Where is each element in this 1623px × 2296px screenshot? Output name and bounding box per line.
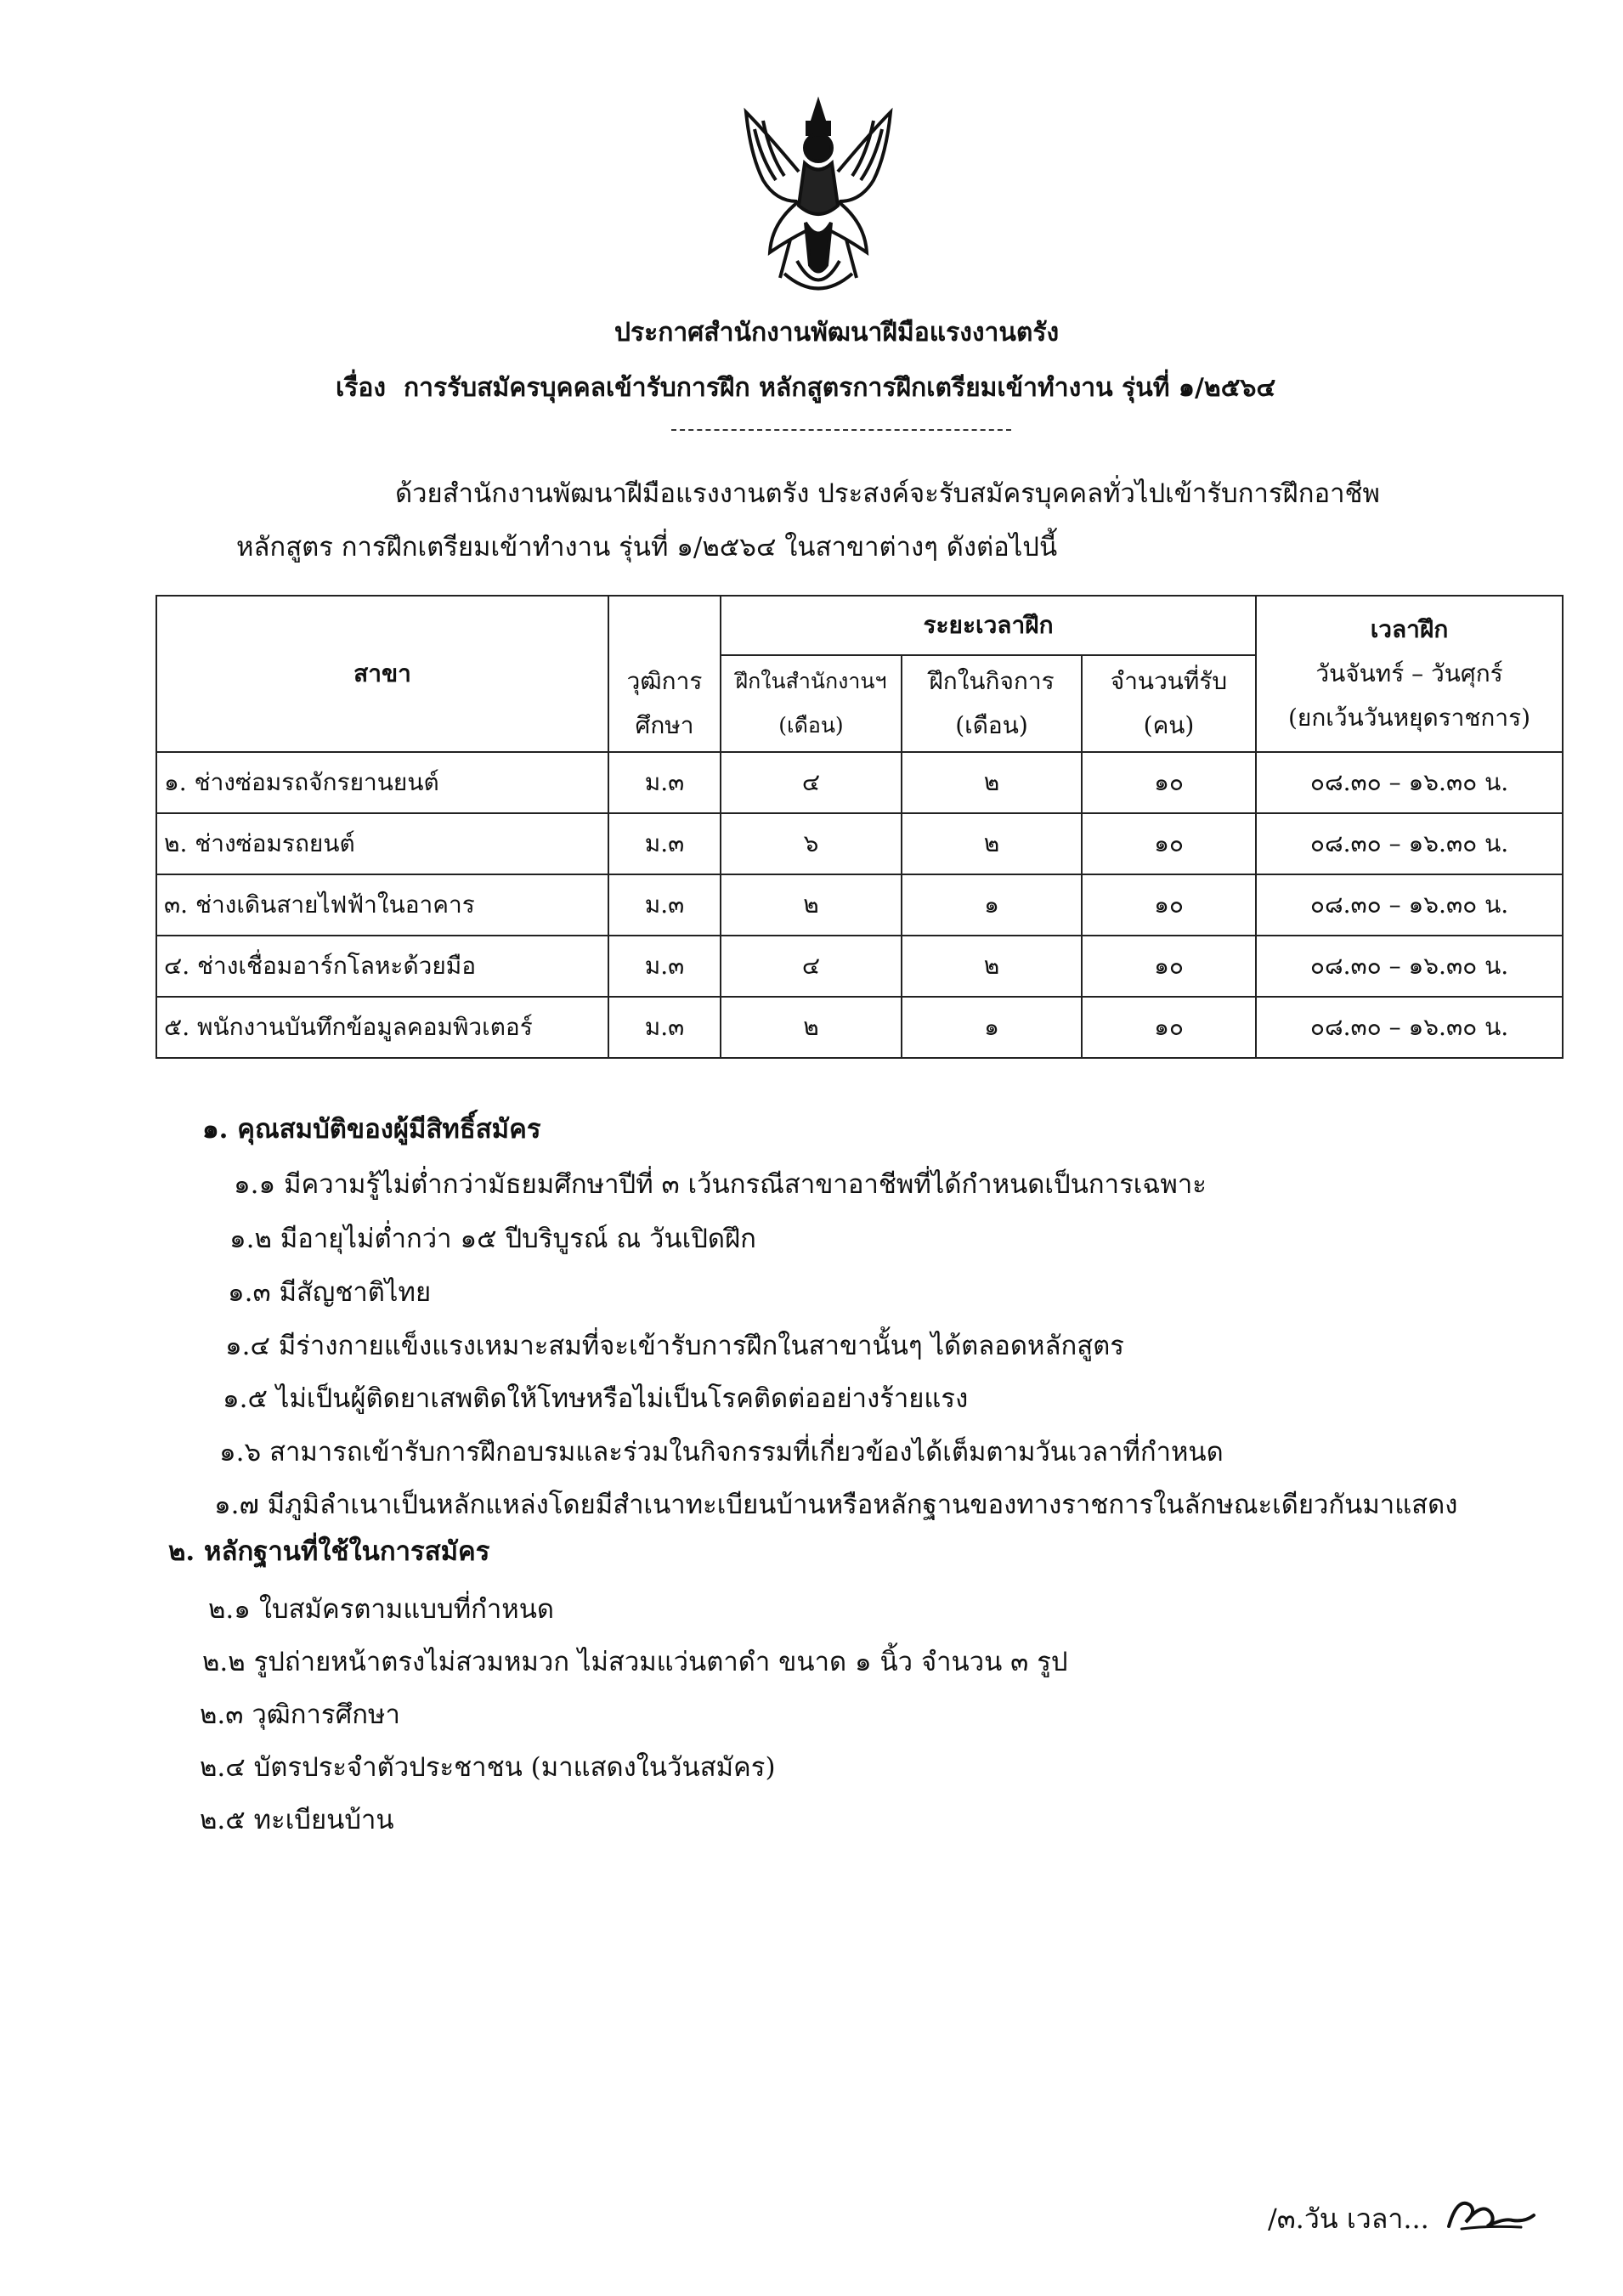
intro-line-2: หลักสูตร การฝึกเตรียมเข้าทำงาน รุ่นที่ ๑/๒๕๖๔ ในสาขาต่างๆ ดังต่อไปนี้ xyxy=(236,532,1058,563)
time-cell: ๐๘.๓๐ – ๑๖.๓๐ น. xyxy=(1256,752,1563,813)
section1-item: ๑.๖ สามารถเข้ารับการฝึกอบรมและร่วมในกิจกรรมที่เกี่ยวข้องได้เต็มตามวันเวลาที่กำหนด xyxy=(219,1437,1224,1468)
title-divider xyxy=(671,429,1011,431)
section1-heading: ๑. คุณสมบัติของผู้มีสิทธิ์สมัคร xyxy=(202,1114,541,1145)
office-months-cell: ๒ xyxy=(721,874,902,936)
section1-item: ๑.๓ มีสัญชาติไทย xyxy=(228,1277,432,1308)
office-months-cell: ๖ xyxy=(721,813,902,874)
section2-item: ๒.๔ บัตรประจำตัวประชาชน (มาแสดงในวันสมัคร) xyxy=(200,1752,776,1783)
intro-line-1: ด้วยสำนักงานพัฒนาฝีมือแรงงานตรัง ประสงค์จะรับสมัครบุคคลทั่วไปเข้ารับการฝึกอาชีพ xyxy=(395,478,1380,509)
header-education: วุฒิการ ศึกษา xyxy=(608,596,721,752)
office-months-cell: ๔ xyxy=(721,752,902,813)
subject-text: การรับสมัครบุคคลเข้ารับการฝึก หลักสูตรการฝึกเตรียมเข้าทำงาน รุ่นที่ ๑/๒๕๖๔ xyxy=(403,373,1276,403)
office-months-cell: ๔ xyxy=(721,936,902,997)
count-cell: ๑๐ xyxy=(1082,752,1256,813)
branch-cell: ๒. ช่างซ่อมรถยนต์ xyxy=(156,813,608,874)
table-row xyxy=(156,874,1563,936)
education-cell: ม.๓ xyxy=(608,936,721,997)
time-cell: ๐๘.๓๐ – ๑๖.๓๐ น. xyxy=(1256,936,1563,997)
count-cell: ๑๐ xyxy=(1082,813,1256,874)
company-months-cell: ๑ xyxy=(902,874,1082,936)
table-row xyxy=(156,813,1563,874)
subject-label: เรื่อง xyxy=(336,373,387,403)
header-duration: ระยะเวลาฝึก xyxy=(721,596,1256,655)
branch-cell: ๔. ช่างเชื่อมอาร์กโลหะด้วยมือ xyxy=(156,936,608,997)
table-row xyxy=(156,997,1563,1058)
education-cell: ม.๓ xyxy=(608,813,721,874)
garuda-emblem-icon xyxy=(738,95,899,303)
time-cell: ๐๘.๓๐ – ๑๖.๓๐ น. xyxy=(1256,874,1563,936)
time-cell: ๐๘.๓๐ – ๑๖.๓๐ น. xyxy=(1256,997,1563,1058)
header-count: จำนวนที่รับ (คน) xyxy=(1082,655,1256,752)
section1-item: ๑.๒ มีอายุไม่ต่ำกว่า ๑๕ ปีบริบูรณ์ ณ วันเปิดฝึก xyxy=(229,1224,756,1254)
count-cell: ๑๐ xyxy=(1082,997,1256,1058)
branch-cell: ๑. ช่างซ่อมรถจักรยานยนต์ xyxy=(156,752,608,813)
header-company-months: ฝึกในกิจการ (เดือน) xyxy=(902,655,1082,752)
table-row xyxy=(156,936,1563,997)
announcement-subject xyxy=(336,368,1275,408)
announcement-title: ประกาศสำนักงานพัฒนาฝีมือแรงงานตรัง xyxy=(614,318,1060,348)
section2-item: ๒.๑ ใบสมัครตามแบบที่กำหนด xyxy=(208,1594,555,1625)
header-office-months: ฝึกในสำนักงานฯ (เดือน) xyxy=(721,655,902,752)
company-months-cell: ๒ xyxy=(902,752,1082,813)
count-cell: ๑๐ xyxy=(1082,936,1256,997)
section1-item: ๑.๑ มีความรู้ไม่ต่ำกว่ามัธยมศึกษาปีที่ ๓ เว้นกรณีสาขาอาชีพที่ได้กำหนดเป็นการเฉพาะ xyxy=(234,1169,1207,1200)
company-months-cell: ๒ xyxy=(902,936,1082,997)
page-continuation: /๓.วัน เวลา... xyxy=(1268,2203,1429,2235)
education-cell: ม.๓ xyxy=(608,997,721,1058)
section1-item: ๑.๕ ไม่เป็นผู้ติดยาเสพติดให้โทษหรือไม่เป็นโรคติดต่ออย่างร้ายแรง xyxy=(223,1383,969,1414)
table-row xyxy=(156,752,1563,813)
section1-item: ๑.๗ มีภูมิลำเนาเป็นหลักแหล่งโดยมีสำเนาทะเบียนบ้านหรือหลักฐานของทางราชการในลักษณะเดียวกันมาแสดง xyxy=(214,1490,1458,1520)
company-months-cell: ๑ xyxy=(902,997,1082,1058)
section1-item: ๑.๔ มีร่างกายแข็งแรงเหมาะสมที่จะเข้ารับการฝึกในสาขานั้นๆ ได้ตลอดหลักสูตร xyxy=(225,1331,1124,1361)
section2-item: ๒.๒ รูปถ่ายหน้าตรงไม่สวมหมวก ไม่สวมแว่นตาดำ ขนาด ๑ นิ้ว จำนวน ๓ รูป xyxy=(202,1647,1068,1677)
section2-item: ๒.๕ ทะเบียนบ้าน xyxy=(200,1805,394,1835)
branch-cell: ๓. ช่างเดินสายไฟฟ้าในอาคาร xyxy=(156,874,608,936)
initials-signature-icon xyxy=(1445,2188,1538,2239)
education-cell: ม.๓ xyxy=(608,752,721,813)
time-cell: ๐๘.๓๐ – ๑๖.๓๐ น. xyxy=(1256,813,1563,874)
header-branch: สาขา xyxy=(156,596,608,752)
branch-cell: ๕. พนักงานบันทึกข้อมูลคอมพิวเตอร์ xyxy=(156,997,608,1058)
office-months-cell: ๒ xyxy=(721,997,902,1058)
education-cell: ม.๓ xyxy=(608,874,721,936)
count-cell: ๑๐ xyxy=(1082,874,1256,936)
course-table xyxy=(156,595,1564,1059)
header-training-time: เวลาฝึก วันจันทร์ – วันศุกร์ (ยกเว้นวันหยุดราชการ) xyxy=(1256,596,1563,752)
section2-item: ๒.๓ วุฒิการศึกษา xyxy=(200,1699,400,1730)
section2-heading: ๒. หลักฐานที่ใช้ในการสมัคร xyxy=(168,1536,490,1567)
company-months-cell: ๒ xyxy=(902,813,1082,874)
